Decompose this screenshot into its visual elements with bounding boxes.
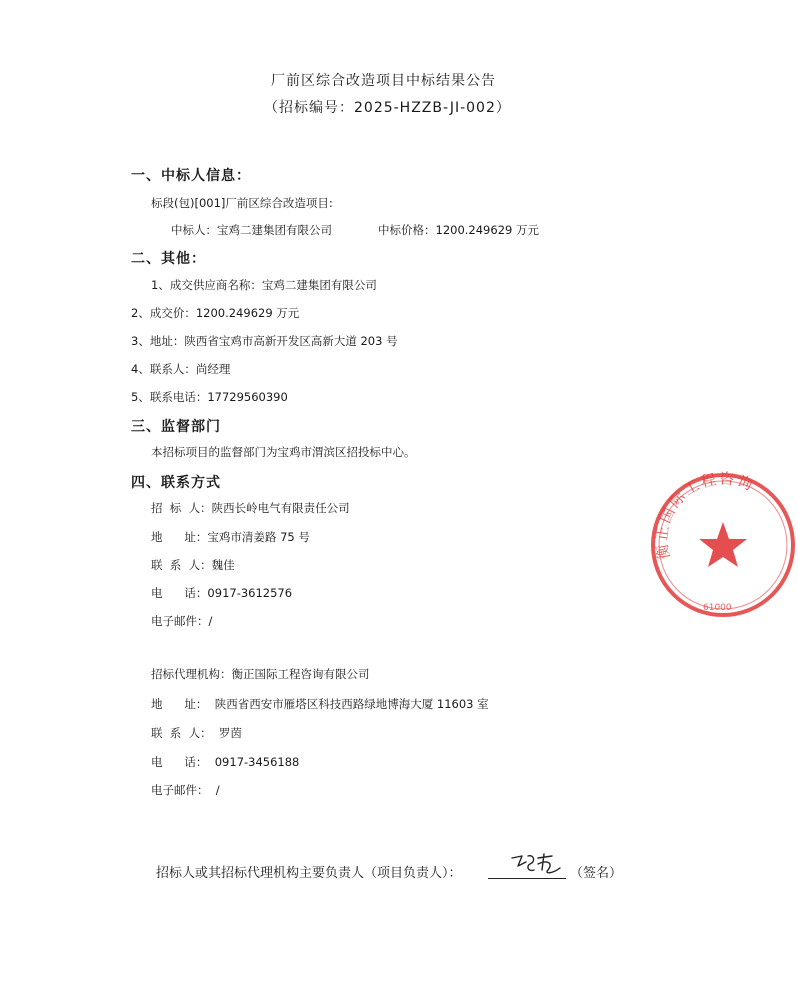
- agency-name: 招标代理机构：衡正国际工程咨询有限公司: [151, 667, 370, 681]
- agency-email: 电子邮件： /: [151, 783, 220, 797]
- tenderer-email: 电子邮件：/: [151, 614, 213, 628]
- agency-phone: 电 话： 0917-3456188: [151, 755, 300, 769]
- section-heading-supervision: 三、监督部门: [131, 419, 221, 435]
- company-seal: [648, 470, 798, 620]
- document-title: 厂前区综合改造项目中标结果公告: [271, 73, 496, 89]
- agency-address: 地 址： 陕西省西安市雁塔区科技西路绿地博海大厦 11603 室: [151, 697, 489, 711]
- section-heading-contact: 四、联系方式: [131, 475, 221, 491]
- svg-text:衡正国际工程咨询: 衡正国际工程咨询: [652, 470, 758, 561]
- section-heading-other: 二、其他：: [131, 251, 206, 267]
- signature-suffix: （签名）: [570, 866, 623, 881]
- section-heading-winner: 一、中标人信息：: [131, 168, 251, 184]
- tenderer-address: 地 址：宝鸡市清姜路 75 号: [151, 530, 310, 544]
- other-item-price: 2、成交价：1200.249629 万元: [131, 306, 300, 320]
- tenderer-phone: 电 话：0917-3612576: [151, 586, 293, 600]
- other-item-address: 3、地址：陕西省宝鸡市高新开发区高新大道 203 号: [131, 334, 398, 348]
- lot-line: 标段(包)[001]厂前区综合改造项目:: [151, 196, 333, 210]
- winning-price: 中标价格：1200.249629 万元: [378, 223, 539, 237]
- agency-contact: 联 系 人： 罗茵: [151, 726, 242, 740]
- tender-number: （招标编号：2025-HZZB-JI-002）: [264, 100, 511, 116]
- signature-underline: [488, 878, 566, 879]
- supervision-text: 本招标项目的监督部门为宝鸡市渭滨区招投标中心。: [151, 445, 416, 459]
- svg-text:61000: 61000: [703, 603, 732, 613]
- other-item-contact: 4、联系人：尚经理: [131, 362, 231, 376]
- other-item-phone: 5、联系电话：17729560390: [131, 390, 288, 404]
- signature-label: 招标人或其招标代理机构主要负责人（项目负责人）：: [156, 866, 462, 881]
- tenderer-name: 招 标 人：陕西长岭电气有限责任公司: [151, 501, 350, 515]
- tenderer-contact: 联 系 人：魏佳: [151, 558, 235, 572]
- handwritten-signature: [508, 852, 568, 878]
- other-item-supplier: 1、成交供应商名称：宝鸡二建集团有限公司: [151, 278, 377, 292]
- winner-line: 中标人：宝鸡二建集团有限公司: [171, 223, 332, 237]
